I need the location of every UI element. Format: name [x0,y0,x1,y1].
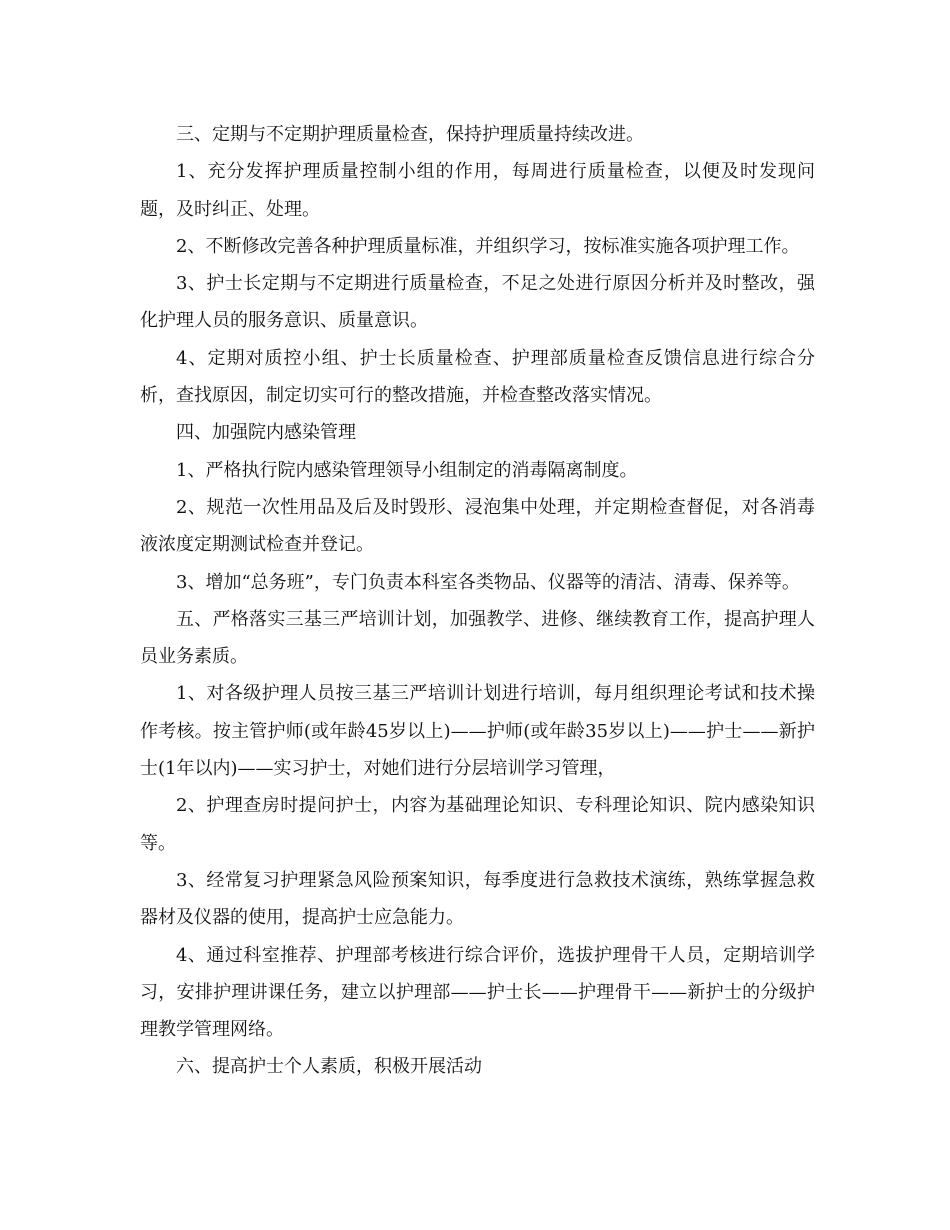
section-heading-4: 四、加强院内感染管理 [176,422,356,444]
paragraph-3-4: 4、定期对质控小组、护士长质量检查、护理部质量检查反馈信息进行综合分析，查找原因，制定切实可行的整改措施，并检查整改落实情况。 [140,347,815,407]
section-heading-6: 六、提高护士个人素质，积极开展活动 [176,1056,482,1078]
paragraph-5-4: 4、通过科室推荐、护理部考核进行综合评价，选拔护理骨干人员，定期培训学习，安排护理讲课任务，建立以护理部——护士长——护理骨干——新护士的分级护理教学管理网络。 [140,944,815,1041]
paragraph-5-1: 1、对各级护理人员按三基三严培训计划进行培训，每月组织理论考试和技术操作考核。按主管护师(或年龄45岁以上)——护师(或年龄35岁以上)——护士——新护士(1年以内)——实习护士，对她们进行分层培训学习管理， [140,683,815,780]
paragraph-5-3: 3、经常复习护理紧急风险预案知识，每季度进行急救技术演练，熟练掌握急救器材及仪器的使用，提高护士应急能力。 [140,869,815,929]
paragraph-4-2: 2、规范一次性用品及后及时毁形、浸泡集中处理，并定期检查督促，对各消毒液浓度定期测试检查并登记。 [140,496,815,556]
paragraph-4-1: 1、严格执行院内感染管理领导小组制定的消毒隔离制度。 [176,459,638,481]
paragraph-3-1: 1、充分发挥护理质量控制小组的作用，每周进行质量检查，以便及时发现问题，及时纠正、处理。 [140,161,815,220]
section-heading-3: 三、定期与不定期护理质量检查，保持护理质量持续改进。 [176,124,644,145]
paragraph-5-2: 2、护理查房时提问护士，内容为基础理论知识、专科理论知识、院内感染知识等。 [140,795,815,854]
document-body [140,116,815,1086]
section-heading-5: 五、严格落实三基三严培训计划，加强教学、进修、继续教育工作，提高护理人员业务素质。 [140,608,815,668]
paragraph-3-2: 2、不断修改完善各种护理质量标准，并组织学习，按标准实施各项护理工作。 [176,235,800,257]
paragraph-3-3: 3、护士长定期与不定期进行质量检查，不足之处进行原因分析并及时整改，强化护理人员的服务意识、质量意识。 [140,273,815,332]
paragraph-4-3: 3、增加“总务班”，专门负责本科室各类物品、仪器等的清洁、清毒、保养等。 [176,571,800,593]
